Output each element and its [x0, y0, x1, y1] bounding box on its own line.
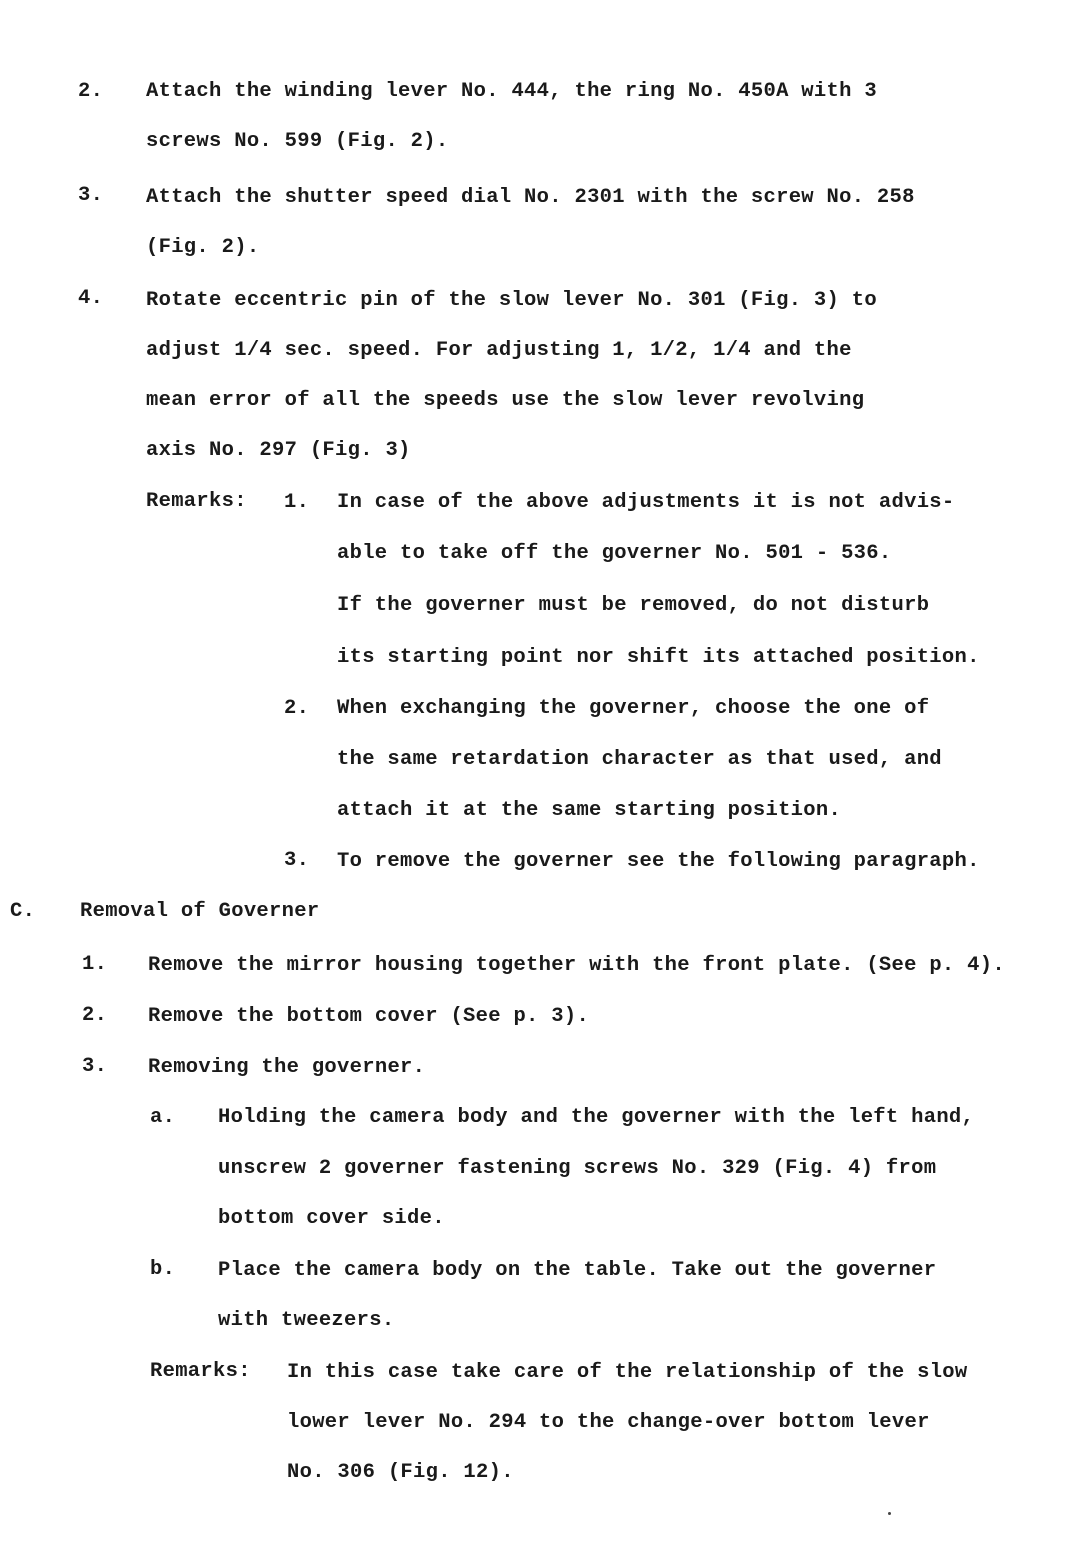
- step-text-line: Rotate eccentric pin of the slow lever No. 301 (Fig. 3) to: [146, 289, 877, 312]
- remarks-label: Remarks:: [150, 1360, 251, 1383]
- step-number: 3.: [78, 184, 104, 207]
- section-letter: C.: [10, 900, 36, 923]
- scan-speck: [888, 1512, 891, 1515]
- remark-text-line: In this case take care of the relationship of the slow: [287, 1361, 968, 1384]
- step-text-line: axis No. 297 (Fig. 3): [146, 439, 411, 462]
- step-text-line: (Fig. 2).: [146, 236, 260, 259]
- remark-text-line: In case of the above adjustments it is not advis-: [337, 491, 955, 514]
- remark-number: 2.: [284, 697, 310, 720]
- step-text-line: Remove the mirror housing together with the front plate. (See p. 4).: [148, 954, 1005, 977]
- step-number: 2.: [82, 1004, 108, 1027]
- step-text-line: Attach the winding lever No. 444, the ring No. 450A with 3: [146, 80, 877, 103]
- remark-text-line: the same retardation character as that used, and: [337, 748, 942, 771]
- step-text-line: adjust 1/4 sec. speed. For adjusting 1, 1/2, 1/4 and the: [146, 339, 852, 362]
- step-number: 1.: [82, 953, 108, 976]
- remark-text-line: No. 306 (Fig. 12).: [287, 1461, 514, 1484]
- remark-text-line: able to take off the governer No. 501 - 536.: [337, 542, 892, 565]
- step-text-line: screws No. 599 (Fig. 2).: [146, 130, 449, 153]
- remark-number: 1.: [284, 491, 310, 514]
- step-text-line: Remove the bottom cover (See p. 3).: [148, 1005, 590, 1028]
- substep-text-line: with tweezers.: [218, 1309, 395, 1332]
- substep-letter: a.: [150, 1106, 176, 1129]
- remark-text-line: When exchanging the governer, choose the one of: [337, 697, 930, 720]
- step-number: 2.: [78, 80, 104, 103]
- remark-number: 3.: [284, 849, 310, 872]
- section-title: Removal of Governer: [80, 900, 320, 923]
- substep-text-line: Place the camera body on the table. Take out the governer: [218, 1259, 937, 1282]
- remarks-label: Remarks:: [146, 490, 247, 513]
- step-number: 4.: [78, 287, 104, 310]
- step-text-line: Removing the governer.: [148, 1056, 426, 1079]
- substep-text-line: unscrew 2 governer fastening screws No. 329 (Fig. 4) from: [218, 1157, 937, 1180]
- substep-letter: b.: [150, 1258, 176, 1281]
- remark-text-line: To remove the governer see the following paragraph.: [337, 850, 980, 873]
- step-number: 3.: [82, 1055, 108, 1078]
- substep-text-line: Holding the camera body and the governer with the left hand,: [218, 1106, 975, 1129]
- remark-text-line: lower lever No. 294 to the change-over bottom lever: [287, 1411, 930, 1434]
- step-text-line: Attach the shutter speed dial No. 2301 with the screw No. 258: [146, 186, 915, 209]
- substep-text-line: bottom cover side.: [218, 1207, 445, 1230]
- remark-text-line: attach it at the same starting position.: [337, 799, 842, 822]
- remark-text-line: its starting point nor shift its attached position.: [337, 646, 980, 669]
- step-text-line: mean error of all the speeds use the slow lever revolving: [146, 389, 865, 412]
- remark-text-line: If the governer must be removed, do not disturb: [337, 594, 930, 617]
